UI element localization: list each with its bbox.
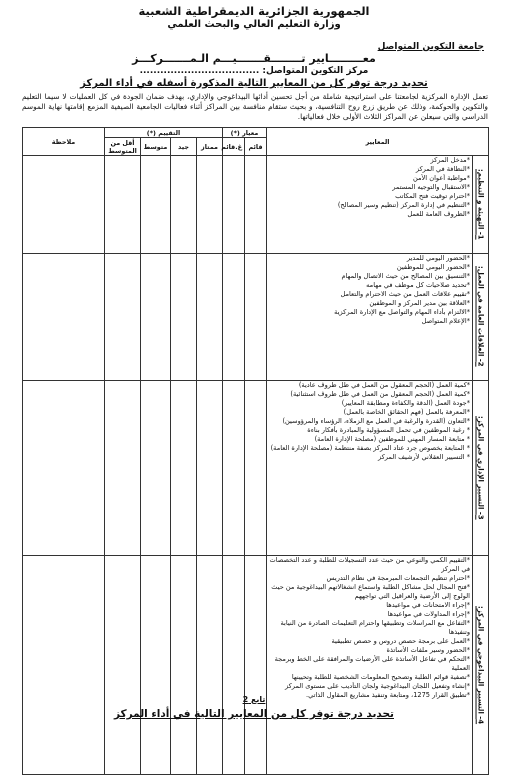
criterion-item: *إنشاء وتفعيل اللجان البيداغوجية ولجان التأديب على مستوى المركز [285,681,471,690]
notes-header: ملاحظة [23,128,105,156]
criteria-header: المعايير [267,128,489,156]
good-cell[interactable] [171,156,197,254]
criterion-item: *احترام تنظيم التجمعات المبرمجة في نظام التدريس [326,573,471,582]
below-average-cell[interactable] [105,156,141,254]
criterion-item: *التقييم الكمي والنوعي من حيث عدد التسجيلات للطلبة و عدد التخصصات في المركز [269,555,471,573]
section-row [23,156,489,254]
notes-cell[interactable] [23,156,105,254]
standard-group-header: معيار (*) [223,128,267,138]
excellent-cell[interactable] [197,253,223,380]
below-average-cell[interactable] [105,380,141,555]
form-subtitle: تحديد درجة توفر كل من المعايير التالية المذكورة أسفله في أداء المركز [80,78,428,89]
section-row [23,253,489,380]
present-header: قائم [245,138,267,156]
page-label: تابع 2 [242,695,266,704]
average-cell[interactable] [141,253,171,380]
criterion-item: *الحضور اليومي للموظفين [396,262,471,271]
excellent-cell[interactable] [197,555,223,774]
notes-cell[interactable] [23,253,105,380]
section-title [473,253,489,380]
criterion-item: * متابعة المسار المهني للموظفين (مصلحة الإدارة العامة) [314,434,471,443]
criterion-item: *إجراء الامتحانات في مواعيدها [386,600,471,609]
criterion-item: *التعاون (القدرة والرغبة في العمل مع الزملاء، الرؤساء والمرؤوسين) [282,416,471,425]
criterion-item: *كمية العمل (الحجم المعقول من العمل في ظل ظروف استثنائية) [290,389,471,398]
criterion-item: *تقييم علاقات العمل من حيث الاحترام والتعامل [340,289,471,298]
average-cell[interactable] [141,555,171,774]
section-row [23,380,489,555]
good-cell[interactable] [171,555,197,774]
criteria-table-body [23,156,489,775]
criterion-item: * رغبة الموظفين في تحمل المسؤولية والمبادرة بأفكار بناءة [307,425,471,434]
criteria-table [22,127,489,775]
good-cell[interactable] [171,253,197,380]
notes-cell[interactable] [23,555,105,774]
ministry-header: وزارة التعليم العالي والبحث العلمي [167,19,341,30]
section-title [473,380,489,555]
criterion-item: *احترام توقيت فتح المكاتب [395,192,471,200]
excellent-header: ممتاز [197,138,223,156]
notes-cell[interactable] [23,380,105,555]
absent-cell[interactable] [223,380,245,555]
below-average-cell[interactable] [105,555,141,774]
average-cell[interactable] [141,380,171,555]
criterion-item: *التفاعل مع المراسلات وتطبيقها واحترام التعليمات الصادرة من النيابة وتنفيذها [280,618,471,636]
criterion-item: *إجراء المداولات في مواعيدها [387,609,471,618]
criterion-item: *جودة العمل (الدقة والكفاءة ومطابقة المعايير) [341,398,471,407]
criterion-item: *التنظيم في إدارة المركز (تنظيم وسير المصالح) [337,201,471,209]
section-title-text: 4- التسيير البيداغوجي في المركز: [476,605,485,725]
criterion-item: *التنسيق بين المصالح من حيث الاتصال والمهام [341,271,471,280]
center-name-field: مركز التكوين المتواصل: ................................... [139,66,369,76]
criterion-item: *الحضور وسير ملفات الأساتذة [386,645,471,654]
present-cell[interactable] [245,156,267,254]
present-cell[interactable] [245,555,267,774]
absent-header: غ.قائم [223,138,245,156]
criteria-cell [267,253,473,380]
criterion-item: *كمية العمل (الحجم المعقول من العمل في ظل ظروف عادية) [298,380,471,389]
criterion-item: *الظروف العامة للعمل [407,210,471,218]
criterion-item: *فتح المجال لحل مشاكل الطلبة واستماع انشغالاتهم البيداغوجية من حيث الولوج إلى الأرضية والعراقيل التي تواجههم [271,582,471,600]
page-title: معـــــــــايير تــــــــقـــــــيـــم الـمـــــــركـــز [132,52,376,65]
absent-cell[interactable] [223,253,245,380]
average-header: متوسط [141,138,171,156]
criterion-item: *النظافة في المركز [415,165,471,173]
criterion-item: *الاستقبال والتوجيه المستمر [392,183,471,191]
section-title-text: 2- العلاقات العامة في العمل: [476,266,485,368]
below-average-cell[interactable] [105,253,141,380]
criterion-item: *الالتزام بأداء المهام والتواصل مع الإدارة المركزية [334,307,471,316]
present-cell[interactable] [245,253,267,380]
criterion-item: * المتابعة بخصوص جرد عتاد المركز بصفة منتظمة (مصلحة الإدارة العامة) [270,443,471,452]
absent-cell[interactable] [223,555,245,774]
criterion-item: *تحديد صلاحيات كل موظف في مهامه [366,280,471,289]
average-cell[interactable] [141,156,171,254]
criterion-item: *مدخل المركز [430,156,471,164]
criterion-item: *العلاقة بين مدير المركز و الموظفين [369,298,471,307]
criteria-cell [267,555,473,774]
institution-name: جامعة التكوين المتواصل [377,42,484,52]
section-title-text: 1- التهيئة و التنظيم: [476,168,485,240]
criterion-item: *مواظبة أعوان الأمن [412,174,471,182]
excellent-cell[interactable] [197,156,223,254]
present-cell[interactable] [245,380,267,555]
criteria-cell [267,380,473,555]
criterion-item: *العمل على برمجة حصص دروس و حصص تطبيقية [331,636,471,645]
criterion-item: *تطبيق القرار 1275، ومتابعة وتنفيذ مشاريع المقاول الذاتي. [306,690,471,699]
absent-cell[interactable] [223,156,245,254]
republic-header: الجمهورية الجزائرية الديمقراطية الشعبية [138,4,370,18]
criterion-item: *الإعلام المتواصل [421,316,471,325]
intro-paragraph: تعمل الإدارة المركزية لجامعتنا على استراتيجية شاملة من أجل تحسين أدائها البيداغوجي والإداري، بهدف ضمان الجودة في كل العمليات لا سيما التعليم والتكوين والحوكمة، وذلك عن طريق زرع روح التنافسية، و بحيث ستقام منافسة بين المراكز أثناء فعاليات الجامعية الصيفية المزمع إقامتها نهاية الموسم الدراسي والتي سيعلن عن المراكز الثلاث الأولى خلال فعالياتها. [22,92,488,121]
criterion-item: *المعرفة بالعمل (فهم الحقائق الخاصة بالعمل) [343,407,471,416]
criterion-item: *الحضور اليومي للمدير [406,253,471,262]
good-header: جيد [171,138,197,156]
below-average-header: أقل من المتوسط [105,138,141,156]
criteria-cell [267,156,473,254]
criterion-item: *تصفية قوائم الطلبة وتصحيح المعلومات الشخصية للطلبة وتحيينها [291,672,471,681]
section-title [473,156,489,254]
repeat-title: تحديد درجة توفر كل من المعايير التالية في أداء المركز [114,708,394,720]
section-title-text: 3- التسيير الإداري في المركز: [476,416,485,520]
excellent-cell[interactable] [197,380,223,555]
criterion-item: *التحكم في تفاعل الأساتذة على الأرضيات والمرافقة على الخط وبرمجة العملية [274,654,471,672]
rating-group-header: التقييم (*) [105,128,223,138]
section-title [473,555,489,774]
criterion-item: * التسيير العقلاني لأرشيف المركز [378,452,471,461]
section-row [23,555,489,774]
good-cell[interactable] [171,380,197,555]
